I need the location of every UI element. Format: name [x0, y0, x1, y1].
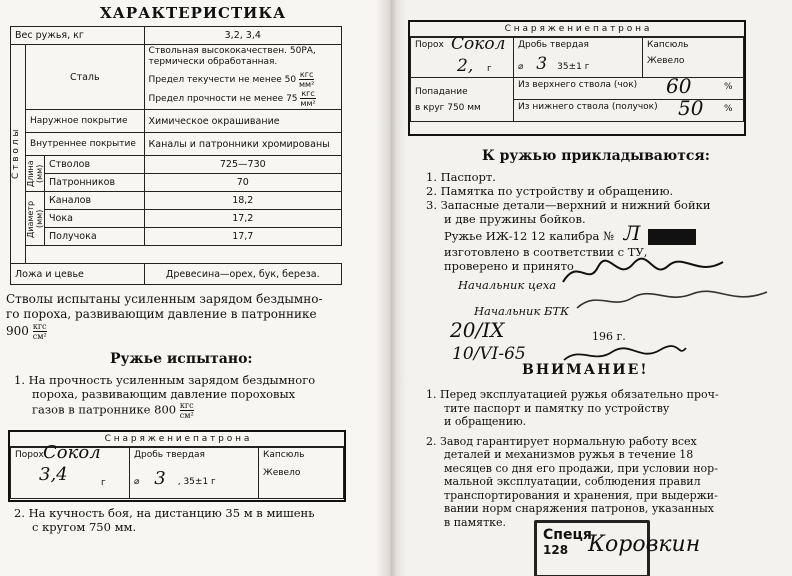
unit-top: кгс [301, 89, 315, 98]
outer-coating-label: Наружное покрытие [26, 110, 145, 133]
right-page [392, 0, 792, 576]
chambers-length-value: 70 [144, 174, 341, 192]
btk-label: Начальник БТК [474, 304, 570, 318]
upper-barrel-label: Из верхнего ствола (чок) [518, 80, 638, 90]
right-primer-value: Жевело [647, 56, 685, 66]
item2-line2: с кругом 750 мм. [32, 520, 137, 534]
made-line: изготовлено в соответствии с ТУ, [444, 245, 648, 259]
attached-title: К ружью прикладываются: [482, 148, 710, 164]
right-powder-name: Сокол [451, 34, 506, 54]
attached-item-2: 2. Памятка по устройству и обращению. [426, 184, 674, 198]
unit-bottom: мм² [299, 80, 315, 89]
warn2-line7: в памятке. [444, 515, 507, 529]
left-primer-label: Капсюль [263, 450, 305, 460]
attached-item-3-line2: и две пружины бойков. [444, 212, 586, 226]
warn2-line2: деталей и механизмов ружья в течение 18 [444, 448, 694, 461]
serial-redaction [648, 229, 696, 245]
upper-percent: % [724, 82, 733, 92]
steel-desc-2: термически обработанная. [148, 57, 278, 67]
left-powder-unit: г [101, 478, 106, 488]
left-ammo-box [8, 430, 346, 502]
lower-barrel-label: Из нижнего ствола (получок) [518, 102, 658, 112]
characteristics-title: ХАРАКТЕРИСТИКА [100, 4, 287, 22]
tested-section-title: Ружье испытано: [110, 351, 253, 367]
warn2-line4: мальной эксплуатации, соблюдения правил [444, 475, 701, 488]
stock-value: Древесина—орех, бук, береза. [144, 264, 341, 285]
year-printed: 196 г. [592, 330, 626, 343]
left-powder-label: Порох [15, 450, 44, 460]
warn1-line3: и обращению. [444, 415, 527, 428]
checked-line: проверено и принято [444, 259, 574, 273]
item1-unit-top: кгс [179, 401, 194, 410]
stamp-number: 128 [543, 543, 569, 557]
item1-line2: пороха, развивающим давление пороховых [32, 387, 296, 401]
left-shot-label: Дробь твердая [134, 450, 205, 460]
left-powder-mass: 3,4 [39, 464, 68, 485]
bore-label: Каналов [45, 192, 145, 210]
spec-table [10, 26, 342, 285]
outer-coating-value: Химическое окрашивание [144, 110, 341, 133]
left-page [0, 0, 392, 576]
right-primer-label: Капсюль [647, 40, 689, 50]
btk-signature [572, 280, 772, 320]
right-powder-unit: г [487, 64, 492, 74]
barrels-length-value: 725—730 [144, 156, 341, 174]
warn2-line1: 2. Завод гарантирует нормальную работу всех [426, 434, 697, 448]
warning-title: ВНИМАНИЕ! [522, 362, 649, 378]
choke-label: Чока [45, 210, 145, 228]
serial-handwritten: Л [623, 221, 641, 245]
length-group-label: Длина (мм) [26, 160, 44, 187]
right-ammo-title: С н а р я ж е н и е п а т р о н а [410, 22, 744, 37]
item1-line3: газов в патроннике 800 [32, 402, 177, 417]
right-shot-label: Дробь твердая [518, 40, 589, 50]
choke-value: 17,2 [144, 210, 341, 228]
warn1-line1: 1. Перед эксплуатацией ружья обязательно проч- [426, 388, 719, 401]
chambers-length-label: Патронников [45, 174, 145, 192]
left-ammo-title: С н а р я ж е н и е п а т р о н а [10, 432, 344, 447]
steel-label: Сталь [26, 45, 145, 110]
right-powder-mass: 2, [457, 56, 474, 76]
item1-line1: 1. На прочность усиленным зарядом бездымного [14, 373, 316, 387]
date2-handwritten: 10/VI-65 [452, 344, 526, 364]
inner-coating-value: Каналы и патронники хромированы [144, 133, 341, 156]
right-shot-mass: 35±1 г [557, 62, 590, 72]
lower-percent: % [724, 104, 733, 114]
tested-text-1: Стволы испытаны усиленным зарядом бездымно- [6, 292, 323, 306]
weight-label: Вес ружья, кг [11, 27, 145, 45]
unit-bottom: мм² [300, 99, 316, 108]
gun-line: Ружье ИЖ-12 12 калибра № [444, 229, 614, 243]
steel-desc-1: Ствольная высококачествен. 50РА, [148, 46, 316, 56]
left-shot-value: 3 [154, 468, 166, 489]
unit-top: кгс [299, 70, 314, 79]
signature-handwritten: Коровкин [588, 532, 701, 557]
tested-text-2: го пороха, развивающим давление в патроннике [6, 307, 317, 321]
hit-label-2: в круг 750 мм [415, 102, 481, 113]
barrels-group-label: С т в о л ы [11, 129, 21, 179]
diameter-group-label: Диаметр (мм) [26, 199, 44, 238]
bore-value: 18,2 [144, 192, 341, 210]
warn1-line2: тите паспорт и памятку по устройству [444, 401, 670, 415]
warn2-line5: транспортирования и хранения, при выдержи- [444, 488, 718, 502]
tested-unit-top: кгс [32, 322, 47, 331]
weight-value: 3,2, 3,4 [144, 27, 341, 45]
halfchoke-label: Получока [45, 228, 145, 246]
hit-label-1: Попадание [415, 86, 468, 97]
attached-item-1: 1. Паспорт. [426, 170, 496, 184]
item2-line1: 2. На кучность боя, на дистанцию 35 м в мишень [14, 506, 315, 520]
warn2-line3: месяцев со дня его продажи, при условии нор- [444, 461, 718, 475]
halfchoke-value: 17,7 [144, 228, 341, 246]
right-powder-label: Порох [415, 40, 444, 50]
stamp-text: Спеця [543, 527, 592, 543]
chief-label: Начальник цеха [458, 278, 557, 292]
upper-barrel-value: 60 [666, 74, 692, 98]
tested-value: 900 [6, 324, 29, 338]
inner-coating-label: Внутреннее покрытие [26, 133, 145, 156]
right-shot-value: 3 [536, 54, 548, 74]
item1-unit-bottom: см² [179, 411, 194, 420]
tested-unit-bottom: см² [32, 332, 47, 341]
left-shot-mass: , 35±1 г [177, 477, 216, 487]
left-ammo-table: Порох Сокол 3,4 г Дробь твердая ⌀ 3 , 35±1 г Капсюль Жевело [10, 447, 344, 499]
yield-label: Предел текучести не менее 50 [148, 75, 297, 85]
date-handwritten: 20/IX [450, 318, 505, 342]
warn2-line6: вании норм снаряжения патронов, указанных [444, 502, 714, 515]
left-powder-name: Сокол [43, 442, 101, 463]
right-ammo-table: Порох Сокол 2, г Дробь твердая ⌀ 3 35±1 г Капсюль Жевело Попадание в круг 750 мм Из верхнего ствола (чок) 60 % Из нижнего ствола (получок) 50 % [410, 37, 744, 122]
left-primer-value: Жевело [263, 468, 301, 478]
right-ammo-box [408, 20, 746, 136]
attached-item-3-line1: 3. Запасные детали—верхний и нижний бойки [426, 198, 711, 212]
lower-barrel-value: 50 [678, 96, 704, 120]
strength-label: Предел прочности не менее 75 [148, 94, 298, 104]
stock-label: Ложа и цевье [11, 264, 145, 285]
barrels-length-label: Стволов [45, 156, 145, 174]
